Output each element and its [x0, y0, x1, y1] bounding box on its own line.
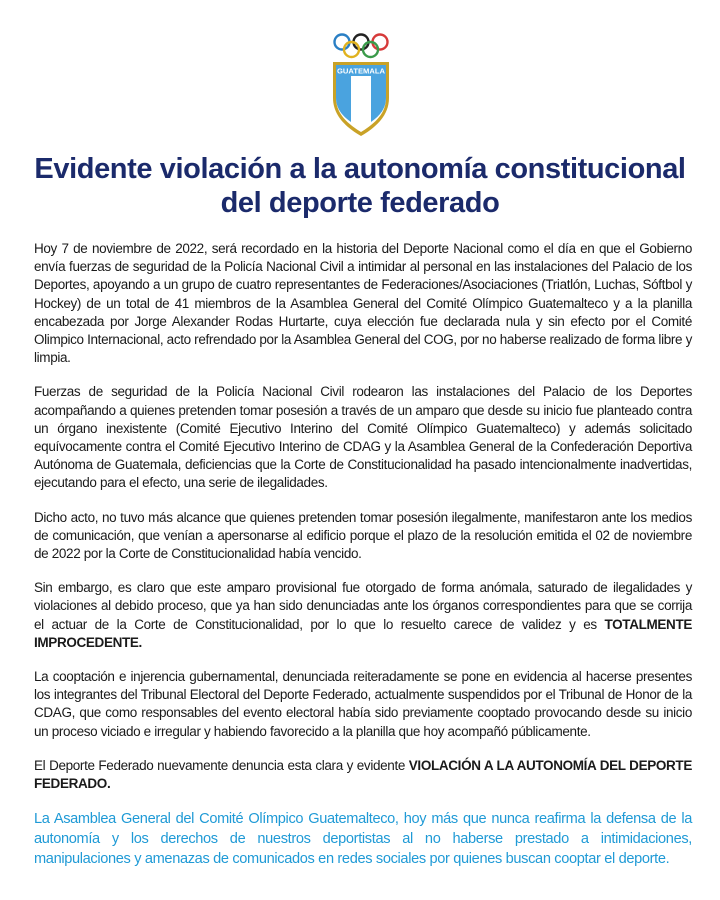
paragraph-4: [34, 579, 692, 652]
paragraph-6-text: El Deporte Federado nuevamente denuncia esta clara y evidente: [34, 757, 409, 773]
shield-label: GUATEMALA: [337, 66, 385, 76]
paragraph-2: Fuerzas de seguridad de la Policía Nacional Civil rodearon las instalaciones del Palacio de los Deportes acompañando a quienes pretenden tomar posesión a través de un amparo que desde su inicio fue planteado contra un órgano inexistente (Comité Ejecutivo Interino del Comité Olímpico Guatemalteco) y además solicitado equívocamente contra el Comité Ejecutivo Interino de CDAG y la Asamblea General de la Confederación Deportiva Autónoma de Guatemala, deficiencias que la Corte de Constitucionalidad ha pasado intencionalmente inadvertidas, ejecutando para el efecto, una serie de ilegalidades.: [34, 384, 692, 491]
paragraph-4-emphasis: TOTALMENTE IMPROCEDENTE.: [34, 616, 692, 650]
page-title: [0, 152, 720, 220]
paragraph-3: Dicho acto, no tuvo más alcance que quienes pretenden tomar posesión ilegalmente, manifestaron ante los medios de comunicación, que venían a apersonarse al edificio porque el plazo de la resolución emitida el 02 de noviembre de 2022 por la Corte de Constitucionalidad había vencido.: [34, 509, 692, 562]
paragraph-1: Hoy 7 de noviembre de 2022, será recordado en la historia del Deporte Nacional como el día en que el Gobierno envía fuerzas de seguridad de la Policía Nacional Civil a intimidar al personal en las instalaciones del Palacio de los Deportes, apoyando a un grupo de cuatro representantes de Federaciones/Asociaciones (Triatlón, Luchas, Sóftbol y Hockey) de un total de 41 miembros de la Asamblea General del Comité Olímpico Guatemalteco y a la planilla encabezada por Jorge Alexander Rodas Hurtarte, cuya elección fue declarada nula y sin efecto por el Comité Olimpico Internacional, acto refrendado por la Asamblea General del COG, por no haberse realizado de forma libre y limpia.: [34, 241, 692, 366]
cog-logo: [329, 30, 393, 138]
olympic-rings-icon: [335, 35, 388, 58]
paragraph-4-text: Sin embargo, es claro que este amparo provisional fue otorgado de forma anómala, saturado de ilegalidades y violaciones al debido proceso, que ya han sido denunciadas ante los órganos correspondientes para que se corrija el actuar de la Corte de Constitucionalidad, por lo que lo resuelto carece de validez y es: [34, 580, 692, 632]
closing-statement: La Asamblea General del Comité Olímpico Guatemalteco, hoy más que nunca reafirma la defensa de la autonomía y los derechos de nuestros deportistas al no haberse prestado a intimidaciones, manipulaciones y amenazas de comunicados en redes sociales por quienes buscan cooptar el deporte.: [34, 811, 692, 868]
paragraph-6-emphasis: VIOLACIÓN A LA AUTONOMÍA DEL DEPORTE FEDERADO.: [34, 757, 692, 792]
title-line-1: Evidente violación a la autonomía constitucional: [34, 153, 686, 185]
statement-body: [34, 240, 692, 885]
title-line-2: del deporte federado: [220, 187, 500, 219]
paragraph-5: La cooptación e injerencia gubernamental, denunciada reiteradamente se pone en evidencia al hacerse presentes los integrantes del Tribunal Electoral del Deporte Federado, actualmente suspendidos por el Tribunal de Honor de la CDAG, que como responsables del evento electoral había sido previamente cooptado provocando desde su inicio un proceso viciado e irregular y habiendo favorecido a la planilla que hoy acompañó públicamente.: [34, 669, 692, 739]
paragraph-6: [34, 757, 692, 793]
